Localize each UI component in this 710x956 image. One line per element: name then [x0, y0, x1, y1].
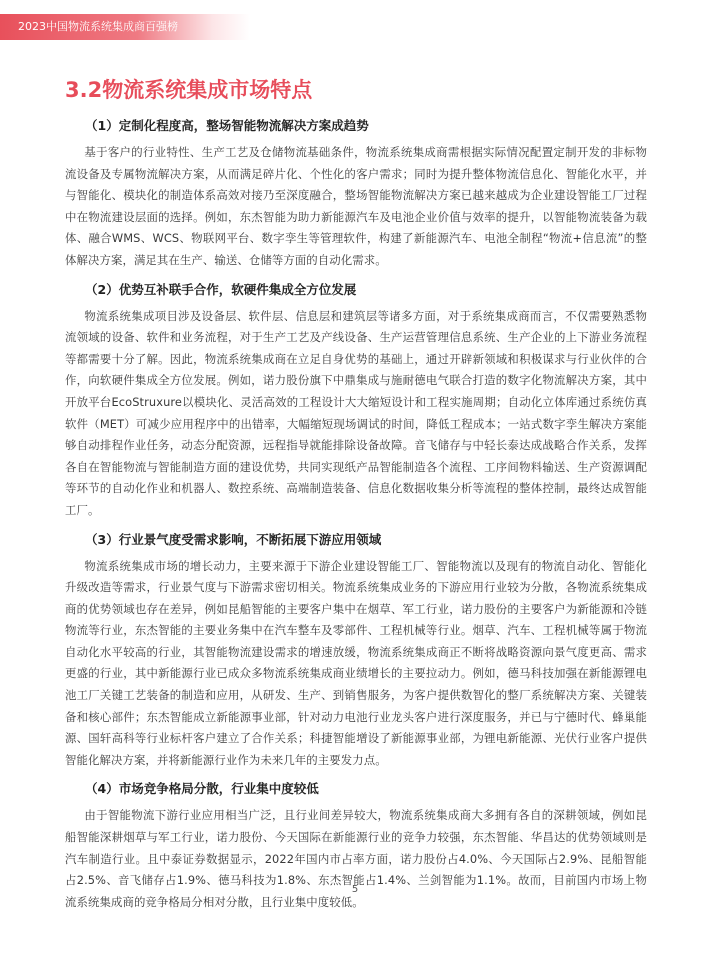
- section-title: 3.2物流系统集成市场特点: [65, 78, 313, 102]
- subsection-heading-2: （2）优势互补联手合作，软硬件集成全方位发展: [85, 281, 357, 297]
- header-banner: [0, 14, 250, 40]
- page-number: 5: [351, 884, 359, 895]
- subsection-heading-1: （1）定制化程度高，整场智能物流解决方案成趋势: [85, 118, 369, 133]
- subsection-paragraph-3: 物流系统集成市场的增长动力，主要来源于下游企业建设智能工厂、智能物流以及现有的物流自动化、智能化升级改造等需求，行业景气度与下游需求密切相关。物流系统集成业务的下游应用行业较为分散，各物流系统集成商的优势领域也存在差异，例如昆船智能的主要客户集中在烟草、军工行业，诺力股份的主要客户为新能源和冷链物流等行业，东杰智能的主要业务集中在汽车整车及零部件、工程机械等行业。烟草、汽车、工程机械等属于物流自动化水平较高的行业，其智能物流建设需求的增速放缓，物流系统集成商正不断将战略资源向景气度更高、需求更盛的行业，其中新能源行业已成众多物流系统集成商业绩增长的主要拉动力。例如，德马科技加强在新能源锂电池工厂关键工艺装备的制造和应用，从研发、生产、到销售服务，为客户提供数智化的整厂系统解决方案、关键装备和核心部件；东杰智能成立新能源事业部，针对动力电池行业龙头客户进行深度服务，并已与宁德时代、蜂巢能源、国轩高科等行业标杆客户建立了合作关系；科捷智能增设了新能源事业部，为锂电新能源、光伏行业客户提供智能化解决方案，并将新能源行业作为未来几年的主要发力点。: [65, 558, 647, 767]
- header-title: 2023中国物流系统集成商百强榜: [18, 20, 178, 33]
- subsection-heading-3: （3）行业景气度受需求影响，不断拓展下游应用领域: [85, 531, 382, 547]
- subsection-heading-4: （4）市场竞争格局分散，行业集中度较低: [85, 781, 319, 797]
- subsection-paragraph-4: 由于智能物流下游行业应用相当广泛，且行业间差异较大，物流系统集成商大多拥有各自的深耕领域，例如昆船智能深耕烟草与军工行业，诺力股份、今天国际在新能源行业的竞争力较强，东杰智能、华昌达的优势领域则是汽车制造行业。且中泰证券数据显示，2022年国内市占率方面，诺力股份占4.0%、今天国际占2.9%、昆船智能占2.5%、音飞储存占1.9%、德马科技为1.8%、东杰智能占1.4%、兰剑智能为1.1%。故而，目前国内市场上物流系统集成商的竞争格局分相对分散，且行业集中度较低。: [65, 808, 647, 909]
- document-body: [65, 116, 647, 921]
- subsection-paragraph-1: 基于客户的行业特性、生产工艺及仓储物流基础条件，物流系统集成商需根据实际情况配置定制开发的非标物流设备及专属物流解决方案，从而满足碎片化、个性化的客户需求；同时为提升整体物流信息化、智能化水平，并与智能化、模块化的制造体系高效对接乃至深度融合，整场智能物流解决方案已越来越成为企业建设智能工厂过程中在物流建设层面的选择。例如，东杰智能为助力新能源汽车及电池企业价值与效率的提升，以智能物流装备为载体、融合WMS、WCS、物联网平台、数字孪生等管理软件，构建了新能源汽车、电池全制程“物流+信息流”的整体解决方案，满足其在生产、输送、仓储等方面的自动化需求。: [65, 145, 647, 267]
- subsection-paragraph-2: 物流系统集成项目涉及设备层、软件层、信息层和建筑层等诸多方面，对于系统集成商而言，不仅需要熟悉物流领域的设备、软件和业务流程，对于生产工艺及产线设备、生产运营管理信息系统、生产企业的上下游业务流程等都需要十分了解。因此，物流系统集成商在立足自身优势的基础上，通过开辟新领域和积极谋求与行业伙伴的合作，向软硬件集成全方位发展。例如，诺力股份旗下中鼎集成与施耐德电气联合打造的数字化物流解决方案，其中开放平台EcoStruxure以模块化、灵活高效的工程设计大大缩短设计和工程实施周期；自动化立体库通过系统仿真软件（MET）可减少应用程序中的出错率，大幅缩短现场调试的时间，降低工程成本；一站式数字孪生解决方案能够自动排程作业任务，动态分配资源，远程指导就能排除设备故障。音飞储存与中轻长泰达成战略合作关系，发挥各自在智能物流与智能制造方面的建设优势，共同实现纸产品智能制造各个流程、工序间物料输送、生产资源调配等环节的自动化作业和机器人、数控系统、高端制造装备、信息化数据收集分析等流程的整体控制，最终达成智能工厂。: [65, 308, 647, 517]
